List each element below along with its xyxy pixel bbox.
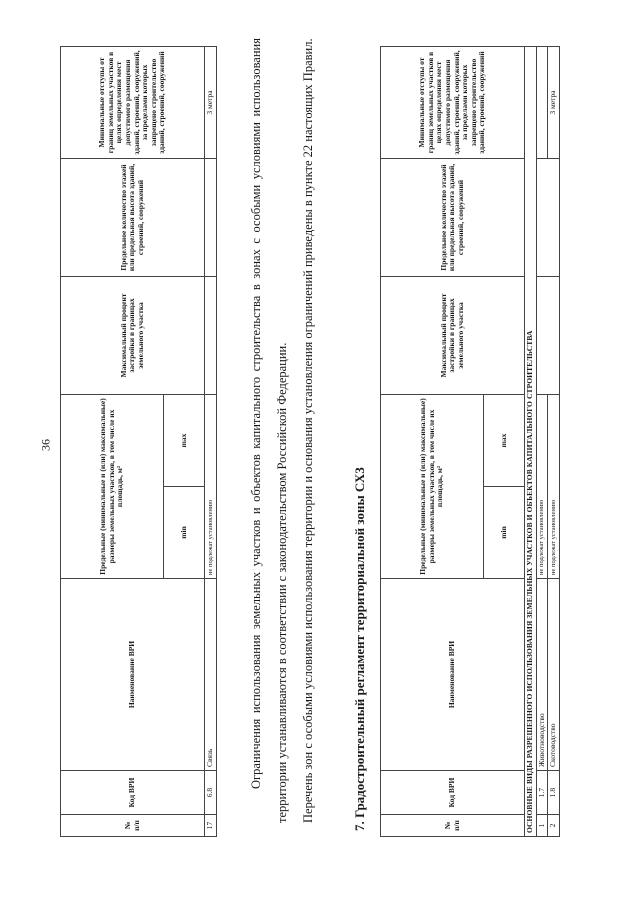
col-code-header: Код ВРИ — [61, 771, 205, 815]
col-name-header: Наименование ВРИ — [381, 579, 525, 771]
col-setbacks-header: Минимальные отступы от границ земельных участков в целях определения мест допустимого размещения зданий, строений, сооружений, за пределами которых запрещено строительство зданий, строений, сооружений — [61, 46, 205, 158]
col-size-header: Предельные (минимальные и (или) максимальные) размеры земельных участков, в том числе их площадь, м² — [381, 394, 484, 578]
page-number: 36 — [38, 439, 53, 451]
row-floors — [205, 158, 217, 276]
section-heading: 7. Градостроительный регламент территориальной зоны СХ3 — [352, 467, 367, 831]
group-row — [525, 46, 537, 836]
row-code: 1.8 — [548, 771, 560, 815]
paragraph-2-text: Перечень зон с особыми условиями использования территории и основания установления ограничений приведены в пункте 22 настоящих Правил. — [301, 38, 315, 823]
table-row — [205, 46, 217, 836]
col-code-header: Код ВРИ — [381, 771, 525, 815]
row-num: 17 — [205, 815, 217, 837]
col-setbacks-header: Минимальные отступы от границ земельных участков в целях определения мест допустимого размещения зданий, строений, сооружений, за пределами которых запрещено строительство зданий, строений, сооружений — [381, 46, 525, 158]
row-percent — [205, 276, 217, 394]
row-size: не подлежат установлению — [205, 394, 217, 578]
col-max-header: max — [164, 394, 205, 486]
row-code: 1.7 — [536, 771, 548, 815]
table-row — [536, 46, 548, 836]
group-header: ОСНОВНЫЕ ВИДЫ РАЗРЕШЕННОГО ИСПОЛЬЗОВАНИЯ ЗЕМЕЛЬНЫХ УЧАСТКОВ И ОБЪЕКТОВ КАПИТАЛЬНОГО СТРОИТЕЛЬСТВА — [525, 46, 537, 836]
row-code: 6.8 — [205, 771, 217, 815]
col-floors-header: Предельное количество этажей или предельная высота зданий, строений, сооружений — [381, 158, 525, 276]
row-setbacks: 3 метра — [205, 46, 217, 158]
row-floors — [536, 158, 559, 276]
row-name: Скотоводство — [548, 579, 560, 771]
row-num: 1 — [536, 815, 548, 837]
regulation-table-continued — [60, 46, 217, 837]
paragraph-1-text: Ограничения использования земельных участков и объектов капитального строительства в зонах с особыми условиями использования территории устанавливаются в соответствии с законодательством Российской Федерации. — [249, 38, 289, 823]
row-name: Связь — [205, 579, 217, 771]
col-name-header: Наименование ВРИ — [61, 579, 205, 771]
row-num: 2 — [548, 815, 560, 837]
col-num-header: № п/п — [381, 815, 525, 837]
col-min-header: min — [164, 487, 205, 579]
row-percent — [536, 276, 559, 394]
col-max-header: max — [484, 394, 525, 486]
col-num-header: № п/п — [61, 815, 205, 837]
col-size-header: Предельные (минимальные и (или) максимальные) размеры земельных участков, в том числе их площадь, м² — [61, 394, 164, 578]
row-name: Животноводство — [536, 579, 548, 771]
col-floors-header: Предельное количество этажей или предельная высота зданий, строений, сооружений — [61, 158, 205, 276]
restrictions-paragraph — [243, 38, 321, 823]
row-setbacks — [536, 46, 548, 158]
row-size: не подлежат установлению — [536, 394, 548, 578]
col-percent-header: Максимальный процент застройки в границах земельного участка — [61, 276, 205, 394]
regulation-table-sx3 — [380, 46, 560, 837]
row-setbacks: 3 метра — [548, 46, 560, 158]
col-min-header: min — [484, 487, 525, 579]
row-size: не подлежат установлению — [548, 394, 560, 578]
col-percent-header: Максимальный процент застройки в границах земельного участка — [381, 276, 525, 394]
